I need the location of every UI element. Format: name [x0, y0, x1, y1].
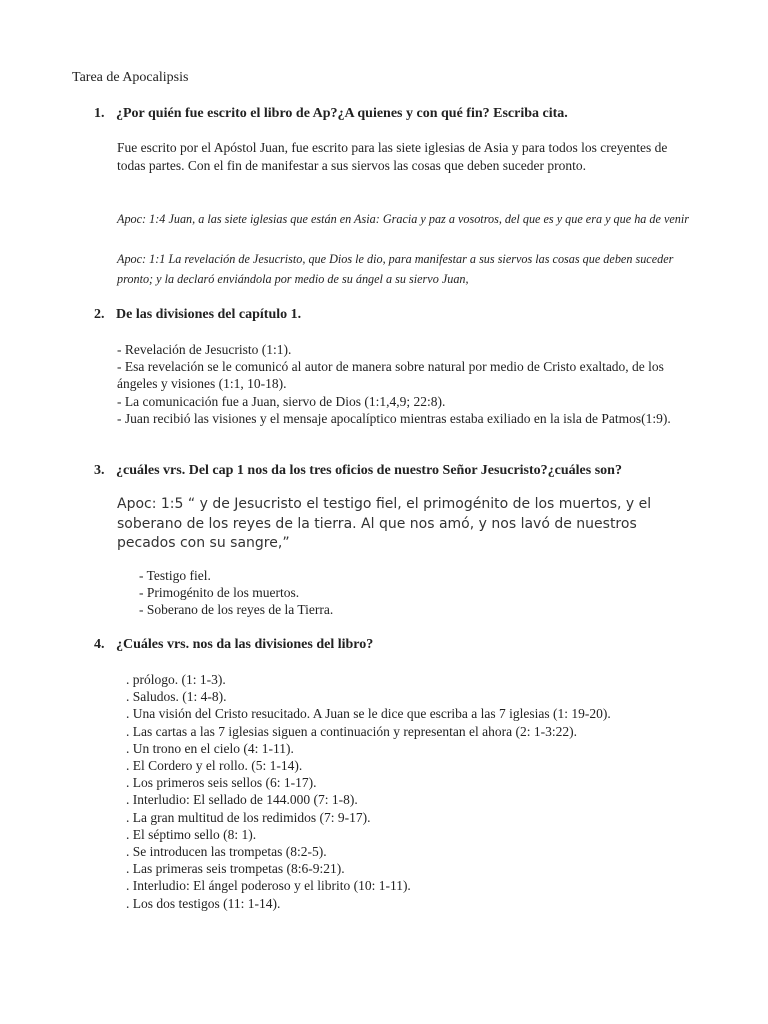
- list-item: . Interludio: El ángel poderoso y el librito (10: 1-11).: [126, 878, 411, 894]
- question-1: [94, 106, 568, 122]
- quote-apoc-1-5: Apoc: 1:5 “ y de Jesucristo el testigo fiel, el primogénito de los muertos, y el soberano de los reyes de la tierra. Al que nos amó, y nos lavó de nuestros pecados con su sangre,”: [117, 496, 652, 551]
- question-4-text: ¿Cuáles vrs. nos da las divisiones del libro?: [116, 637, 374, 652]
- question-3-number: 3.: [94, 463, 105, 478]
- list-item: . Los primeros seis sellos (6: 1-17).: [126, 775, 317, 791]
- answer-2-list: [117, 341, 697, 427]
- question-3-text: ¿cuáles vrs. Del cap 1 nos da los tres oficios de nuestro Señor Jesucristo?¿cuáles son?: [116, 463, 622, 478]
- list-item: . Las primeras seis trompetas (8:6-9:21).: [126, 861, 345, 877]
- list-item: . Una visión del Cristo resucitado. A Juan se le dice que escriba a las 7 iglesias (1: 19-20).: [126, 706, 611, 722]
- answer-1-text: Fue escrito por el Apóstol Juan, fue escrito para las siete iglesias de Asia y para todos los creyentes de todas partes. Con el fin de manifestar a sus siervos las cosas que deben suceder pronto.: [117, 140, 668, 173]
- list-item: - Primogénito de los muertos.: [139, 585, 300, 601]
- list-item: . Saludos. (1: 4-8).: [126, 689, 227, 705]
- list-item: - Testigo fiel.: [139, 568, 211, 583]
- list-item: . El Cordero y el rollo. (5: 1-14).: [126, 758, 303, 774]
- citation-apoc-1-4: Apoc: 1:4 Juan, a las siete iglesias que están en Asia: Gracia y paz a vosotros, del que es y que era y que ha de venir: [117, 212, 690, 226]
- book-divisions-list: [126, 671, 611, 912]
- list-item: . La gran multitud de los redimidos (7: 9-17).: [126, 809, 371, 825]
- list-item: . El séptimo sello (8: 1).: [126, 826, 257, 842]
- list-item: . Interludio: El sellado de 144.000 (7: 1-8).: [126, 792, 358, 808]
- list-item: . prólogo. (1: 1-3).: [126, 672, 226, 687]
- list-item: . Los dos testigos (11: 1-14).: [126, 895, 281, 911]
- offices-list: [139, 567, 333, 619]
- document-title: Tarea de Apocalipsis: [72, 70, 189, 85]
- list-item: - Soberano de los reyes de la Tierra.: [139, 602, 334, 618]
- question-2-number: 2.: [94, 307, 105, 322]
- list-item: . Se introducen las trompetas (8:2-5).: [126, 844, 327, 860]
- question-4: [94, 637, 373, 653]
- question-3: [94, 463, 622, 479]
- question-2-text: De las divisiones del capítulo 1.: [116, 307, 302, 322]
- list-item: - Juan recibió las visiones y el mensaje apocalíptico mientras estaba exiliado en la isla de Patmos(1:9).: [117, 410, 671, 426]
- question-1-text: ¿Por quién fue escrito el libro de Ap?¿A quienes y con qué fin? Escriba cita.: [116, 106, 568, 121]
- question-2: [94, 307, 301, 323]
- list-item: . Las cartas a las 7 iglesias siguen a continuación y representan el ahora (2: 1-3:22).: [126, 723, 577, 739]
- citation-apoc-1-1: Apoc: 1:1 La revelación de Jesucristo, que Dios le dio, para manifestar a sus siervos las cosas que deben suceder pronto; y la declaró enviándola por medio de su ángel a su siervo Juan,: [117, 252, 674, 286]
- question-1-number: 1.: [94, 106, 105, 121]
- list-item: - La comunicación fue a Juan, siervo de Dios (1:1,4,9; 22:8).: [117, 393, 446, 409]
- list-item: - Revelación de Jesucristo (1:1).: [117, 342, 292, 357]
- list-item: - Esa revelación se le comunicó al autor de manera sobre natural por medio de Cristo exaltado, de los ángeles y visiones (1:1, 10-18).: [117, 359, 664, 392]
- question-4-number: 4.: [94, 637, 105, 652]
- list-item: . Un trono en el cielo (4: 1-11).: [126, 740, 294, 756]
